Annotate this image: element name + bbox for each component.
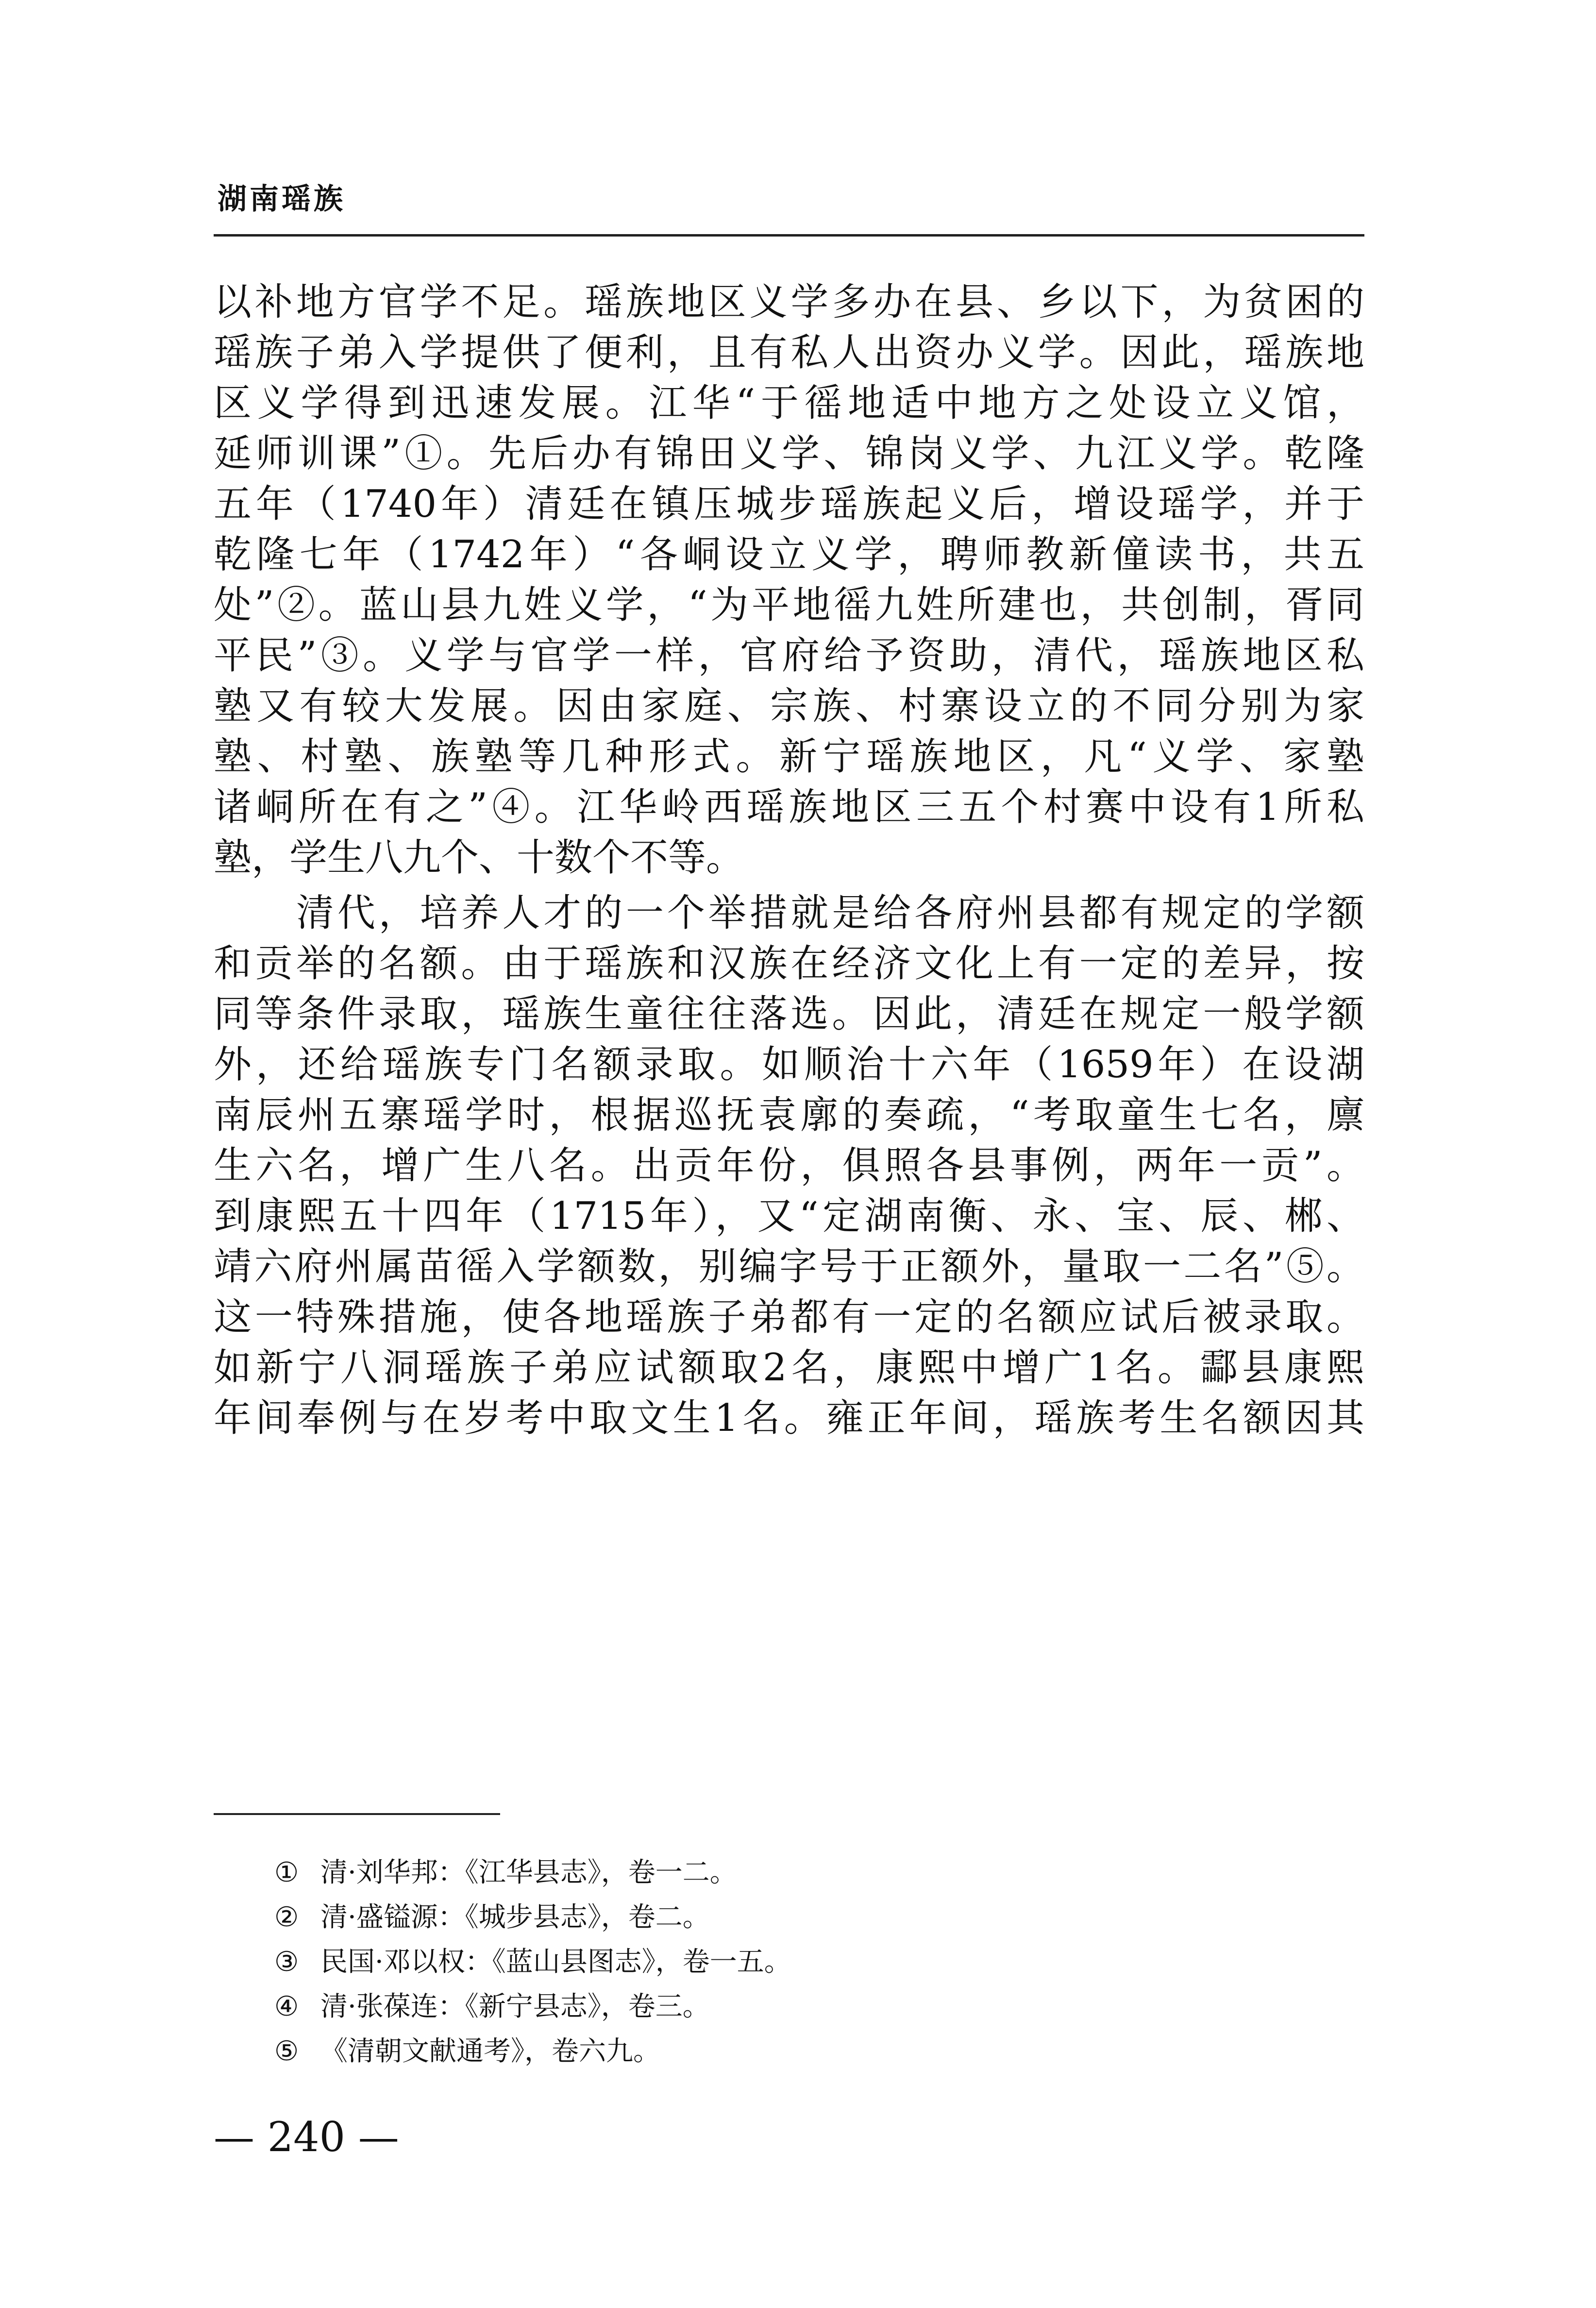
footnote-text: 民国·邓以权：《蓝山县图志》，卷一五。 bbox=[320, 1946, 791, 1978]
body-line: 塾，学生八九个、十数个不等。 bbox=[214, 836, 744, 880]
footnote bbox=[274, 2029, 1343, 2074]
body-line: 五年（1740年）清廷在镇压城步瑶族起义后，增设瑶学，并于 bbox=[214, 482, 1364, 526]
body-line: 处”②。蓝山县九姓义学，“为平地徭九姓所建也，共创制，胥同 bbox=[214, 583, 1364, 627]
page-number: — 240 — bbox=[214, 2113, 399, 2161]
footnote-text: 清·刘华邦：《江华县志》，卷一二。 bbox=[320, 1857, 737, 1888]
footnote-mark: ③ bbox=[274, 1946, 299, 1978]
body-line: 外，还给瑶族专门名额录取。如顺治十六年（1659年）在设湖 bbox=[214, 1043, 1364, 1086]
body-line: 如新宁八洞瑶族子弟应试额取2名，康熙中增广1名。酃县康熙 bbox=[214, 1346, 1364, 1390]
body-line: 靖六府州属苗徭入学额数，别编字号于正额外，量取一二名”⑤。 bbox=[214, 1245, 1364, 1289]
footnote-mark: ② bbox=[274, 1901, 299, 1933]
footnotes bbox=[274, 1850, 1343, 2074]
footnote bbox=[274, 1895, 1343, 1940]
footnote-rule bbox=[214, 1813, 500, 1815]
body-line: 以补地方官学不足。瑶族地区义学多办在县、乡以下，为贫困的 bbox=[214, 280, 1364, 324]
body-line: 和贡举的名额。由于瑶族和汉族在经济文化上有一定的差异，按 bbox=[214, 942, 1364, 985]
body-line: 清代，培养人才的一个举措就是给各府州县都有规定的学额 bbox=[296, 891, 1364, 935]
body-line: 瑶族子弟入学提供了便利，且有私人出资办义学。因此，瑶族地 bbox=[214, 331, 1364, 374]
body-line: 区义学得到迅速发展。江华“于徭地适中地方之处设立义馆， bbox=[214, 381, 1364, 425]
body-line: 年间奉例与在岁考中取文生1名。雍正年间，瑶族考生名额因其 bbox=[214, 1396, 1364, 1440]
body-line: 延师训课”①。先后办有锦田义学、锦岗义学、九江义学。乾隆 bbox=[214, 432, 1364, 475]
footnote-text: 清·盛镒源：《城步县志》，卷二。 bbox=[320, 1901, 710, 1933]
body-line: 塾、村塾、族塾等几种形式。新宁瑶族地区，凡“义学、家塾 bbox=[214, 735, 1364, 779]
body-line: 塾又有较大发展。因由家庭、宗族、村寨设立的不同分别为家 bbox=[214, 684, 1364, 728]
body-line: 诸峒所在有之”④。江华岭西瑶族地区三五个村赛中设有1所私 bbox=[214, 785, 1364, 829]
body-line: 到康熙五十四年（1715年），又“定湖南衡、永、宝、辰、郴、 bbox=[214, 1194, 1364, 1238]
footnote-mark: ④ bbox=[274, 1991, 299, 2022]
body-line: 生六名，增广生八名。出贡年份，俱照各县事例，两年一贡”。 bbox=[214, 1144, 1364, 1188]
body-line: 平民”③。义学与官学一样，官府给予资助，清代，瑶族地区私 bbox=[214, 634, 1364, 678]
body-line: 这一特殊措施，使各地瑶族子弟都有一定的名额应试后被录取。 bbox=[214, 1295, 1364, 1339]
header-rule bbox=[214, 234, 1364, 237]
footnote bbox=[274, 1985, 1343, 2029]
running-header bbox=[214, 175, 1364, 248]
footnote bbox=[274, 1940, 1343, 1985]
footnote-mark: ⑤ bbox=[274, 2036, 299, 2067]
footnote-mark: ① bbox=[274, 1857, 299, 1888]
footnote bbox=[274, 1850, 1343, 1895]
footnote-text: 《清朝文献通考》，卷六九。 bbox=[320, 2036, 660, 2067]
paragraph-gap bbox=[214, 883, 1364, 888]
body-line: 同等条件录取，瑶族生童往往落选。因此，清廷在规定一般学额 bbox=[214, 992, 1364, 1036]
running-header-title: 湖南瑶族 bbox=[218, 182, 346, 216]
body-line: 乾隆七年（1742年）“各峒设立义学，聘师教新僮读书，共五 bbox=[214, 533, 1364, 577]
body-text bbox=[214, 277, 1364, 1443]
footnote-text: 清·张葆连：《新宁县志》，卷三。 bbox=[320, 1991, 710, 2022]
body-line: 南辰州五寨瑶学时，根据巡抚袁廓的奏疏，“考取童生七名，廪 bbox=[214, 1093, 1364, 1137]
